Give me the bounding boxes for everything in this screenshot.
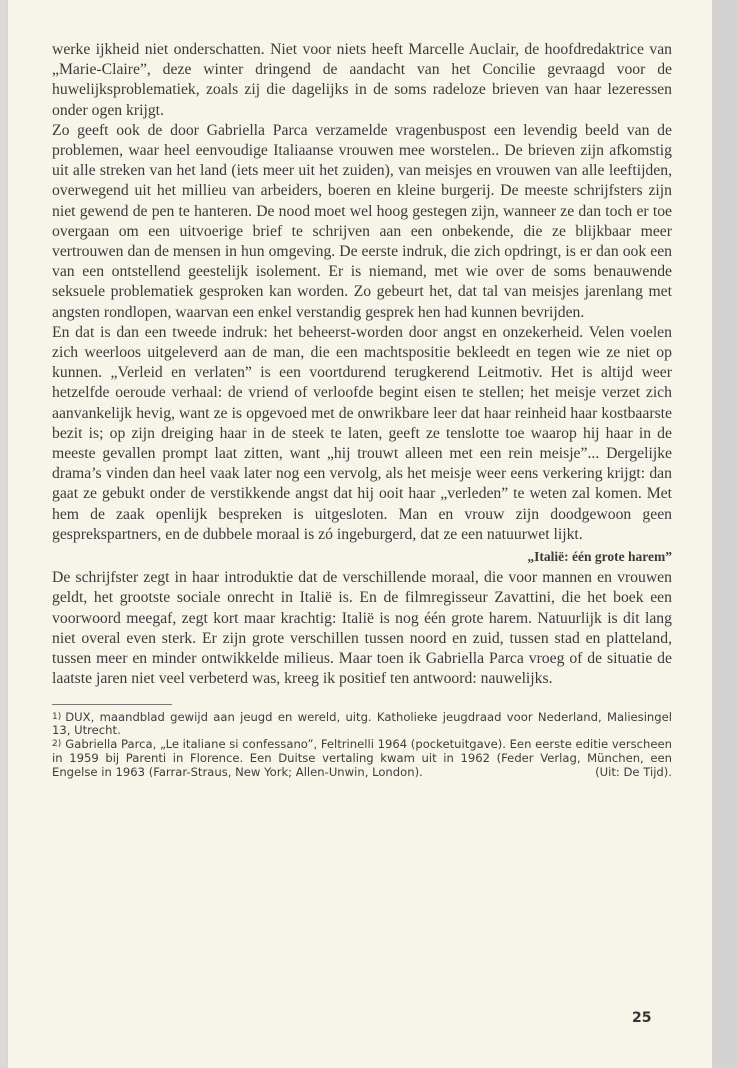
paragraph: En dat is dan een tweede indruk: het beheerst-worden door angst en onzekerheid. Velen voelen zich weerloos uitgeleverd aan de man, die een machtspositie bekleedt en tegen wie ze niet op kunnen. „Verleid en verlaten” is een voortdurend terugkerend Leitmotiv. Het is altijd weer hetzelfde oeroude verhaal: de vriend of verloofde begint eisen te stellen; het meisje verzet zich aanvankelijk hevig, want ze is opgevoed met de onwrikbare leer dat haar reinheid haar kostbaarste bezit is; op zijn dreiging haar in de steek te laten, geeft ze tenslotte toe waarop hij haar in de meeste gevallen prompt laat zitten, want „hij trouwt alleen met een rein meisje”... Dergelijke drama’s vinden dan heel vaak later nog een vervolg, als het meisje weer eens verkering krijgt: dan gaat ze gebukt onder de verstikkende angst dat hij ooit haar „verleden” te weten zal komen. Met hem de zaak openlijk bespreken is uitgesloten. Man en vrouw zijn doodgewoon geen gesprekspartners, en de dubbele moraal is zó ingeburgerd, dat ze een natuurwet lijkt. (52, 323, 672, 543)
footnote (52, 711, 672, 739)
footnote (52, 738, 672, 779)
footnote-divider (52, 704, 172, 705)
paragraph: werke ijkheid niet onderschatten. Niet voor niets heeft Marcelle Auclair, de hoofdredaktrice van „Marie-Claire”, deze winter dringend de aandacht van het Concilie gevraagd voor de huwelijksproblematiek, zoals zij die dagelijks in de soms radeloze brieven van haar lezeressen onder ogen krijgt. (52, 41, 672, 119)
page-number: 25 (632, 1010, 652, 1026)
section-heading: „Italië: één grote harem” (527, 549, 672, 565)
footnote-number: 1) (52, 711, 62, 722)
footnote-text: DUX, maandblad gewijd aan jeugd en wereld, uitg. Katholieke jeugdraad voor Nederland, Maliesingel 13, Utrecht. (52, 709, 672, 738)
page-content (52, 40, 672, 779)
footnote-text: Gabriella Parca, „Le italiane si confessano”, Feltrinelli 1964 (pocketuitgave). Een eerste editie verscheen in 1959 bij Parenti in Florence. Een Duitse vertaling kwam uit in 1962 (Feder Verlag, München, een Engelse in 1963 (Farrar-Straus, New York; Allen-Unwin, London). (52, 737, 672, 779)
scan-border (712, 0, 738, 1068)
footnote-number: 2) (52, 739, 62, 750)
book-page (8, 0, 712, 1068)
paragraph: Zo geeft ook de door Gabriella Parca verzamelde vragenbuspost een levendig beeld van de problemen, waar heel eenvoudige Italiaanse vrouwen mee worstelen.. De brieven zijn afkomstig uit alle streken van het land (iets meer uit het zuiden), van meisjes en vrouwen van alle leeftijden, overwegend uit het millieu van arbeiders, boeren en kleine burgerij. De meeste schrijfsters zijn niet gewend de pen te hanteren. De nood moet wel hoog gestegen zijn, wanneer ze dan toch er toe overgaan om een uitvoerige brief te schrijven aan een onbekende, die ze blijkbaar meer vertrouwen dan de mensen in hun omgeving. De eerste indruk, die zich opdringt, is er dan ook een van een ontstellend geestelijk isolement. Er is niemand, met wie over de soms benauwende seksuele problematiek gesproken kan worden. Zo gebeurt het, dat tal van meisjes jarenlang met angsten rondlopen, waarvan een enkel verstandig gesprek hen had kunnen bevrijden. (52, 121, 672, 321)
source-credit: (Uit: De Tijd). (595, 764, 672, 779)
paragraph: De schrijfster zegt in haar introduktie dat de verschillende moraal, die voor mannen en vrouwen geldt, het grootste sociale onrecht in Italië is. En de filmregisseur Zavattini, die het boek een voorwoord meegaf, zegt kort maar krachtig: Italië is nog één grote harem. Natuurlijk is dit lang niet overal even sterk. Er zijn grote verschillen tussen noord en zuid, tussen stad en platteland, tussen meer en minder ontwikkelde milieus. Maar toen ik Gabriella Parca vroeg of de situatie de laatste jaren niet veel verbeterd was, kreeg ik positief ten antwoord: nauwelijks. (52, 569, 672, 688)
footnotes (52, 711, 672, 780)
